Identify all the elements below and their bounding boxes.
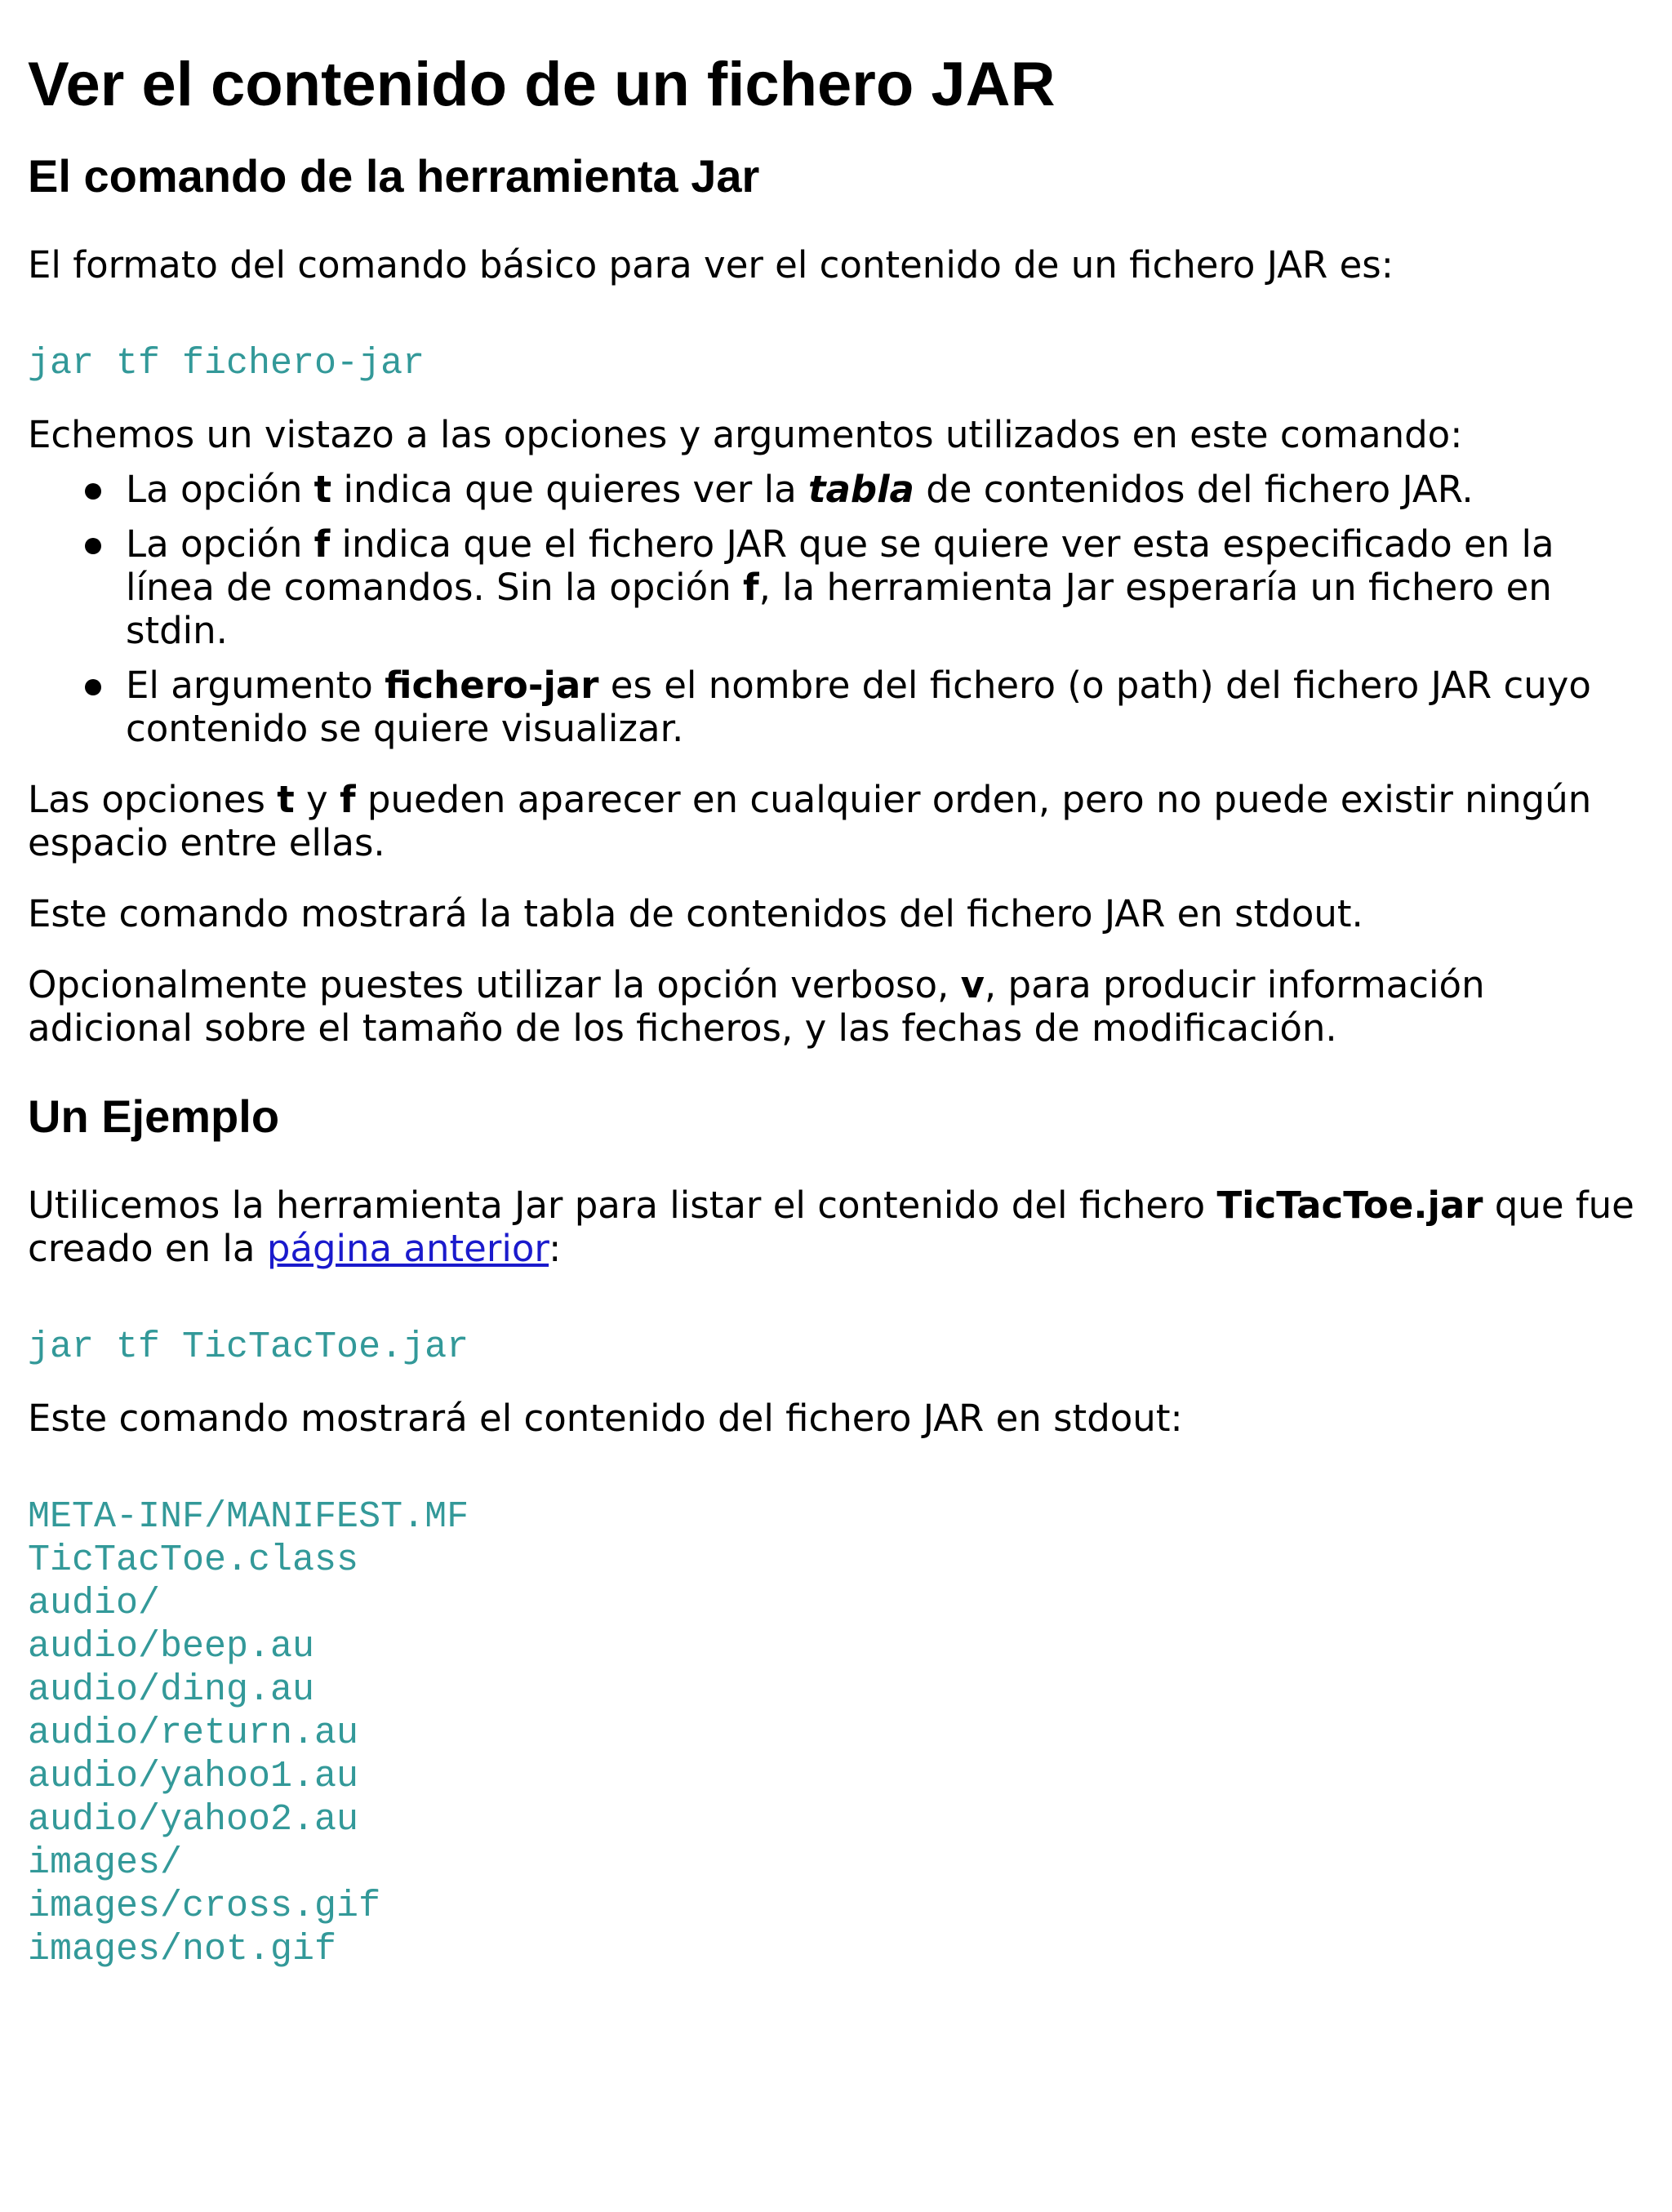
previous-page-link[interactable]: página anterior — [266, 1227, 549, 1270]
listing-line: audio/return.au — [28, 1712, 359, 1754]
page-title: Ver el contenido de un fichero JAR — [28, 50, 1056, 119]
option-f-name: f — [314, 522, 331, 566]
listing-line: audio/ — [28, 1583, 161, 1624]
option-f-name-2: f — [742, 566, 759, 609]
bullet-icon — [85, 679, 101, 695]
verbose-option-text: Opcionalmente puestes utilizar la opción verboso, v, para producir información adicional sobre el tamaño de los ficheros, y las fechas de modificación. — [28, 963, 1485, 1050]
command-intro-text: El formato del comando básico para ver el contenido de un fichero JAR es: — [28, 243, 1394, 286]
section-heading-example: Un Ejemplo — [28, 1090, 280, 1142]
listing-line: TicTacToe.class — [28, 1539, 359, 1581]
listing-line: images/not.gif — [28, 1929, 337, 1970]
jar-file-name: TicTacToe.jar — [1216, 1184, 1483, 1227]
command-syntax-code: jar tf fichero-jar — [28, 343, 425, 384]
listing-line: images/ — [28, 1842, 183, 1884]
options-order-text: Las opciones t y f pueden aparecer en cualquier orden, pero no puede existir ningún espacio entre ellas. — [28, 778, 1592, 864]
listing-line: audio/yahoo1.au — [28, 1756, 359, 1797]
argument-jar-file-name: fichero-jar — [385, 664, 599, 707]
argument-jar-file-item: El argumento fichero-jar es el nombre del fichero (o path) del fichero JAR cuyo contenido se quiere visualizar. — [28, 664, 1644, 750]
option-t-name: t — [314, 468, 332, 511]
options-list — [28, 468, 1644, 750]
example-intro-text: Utilicemos la herramienta Jar para listar el contenido del fichero TicTacToe.jar que fue creado en la página anterior: — [28, 1184, 1634, 1270]
jar-contents-listing — [28, 1495, 1644, 1971]
bullet-icon — [85, 483, 101, 500]
listing-line: META-INF/MANIFEST.MF — [28, 1496, 469, 1538]
listing-line: audio/ding.au — [28, 1669, 315, 1711]
listing-line: audio/yahoo2.au — [28, 1799, 359, 1841]
option-t-item: La opción t indica que quieres ver la tabla de contenidos del fichero JAR. — [28, 468, 1644, 511]
listing-line: images/cross.gif — [28, 1886, 381, 1927]
example-output-intro-text: Este comando mostrará el contenido del fichero JAR en stdout: — [28, 1397, 1183, 1440]
section-heading-command: El comando de la herramienta Jar — [28, 150, 760, 202]
tabla-emphasis: tabla — [808, 468, 914, 511]
example-command-code: jar tf TicTacToe.jar — [28, 1326, 469, 1368]
bullet-icon — [85, 538, 101, 554]
stdout-text: Este comando mostrará la tabla de contenidos del fichero JAR en stdout. — [28, 892, 1363, 935]
options-intro-text: Echemos un vistazo a las opciones y argumentos utilizados en este comando: — [28, 413, 1463, 456]
option-f-item: La opción f indica que el fichero JAR que se quiere ver esta especificado en la línea de comandos. Sin la opción f, la herramienta Jar esperaría un fichero en stdin. — [28, 522, 1644, 652]
listing-line: audio/beep.au — [28, 1626, 315, 1668]
